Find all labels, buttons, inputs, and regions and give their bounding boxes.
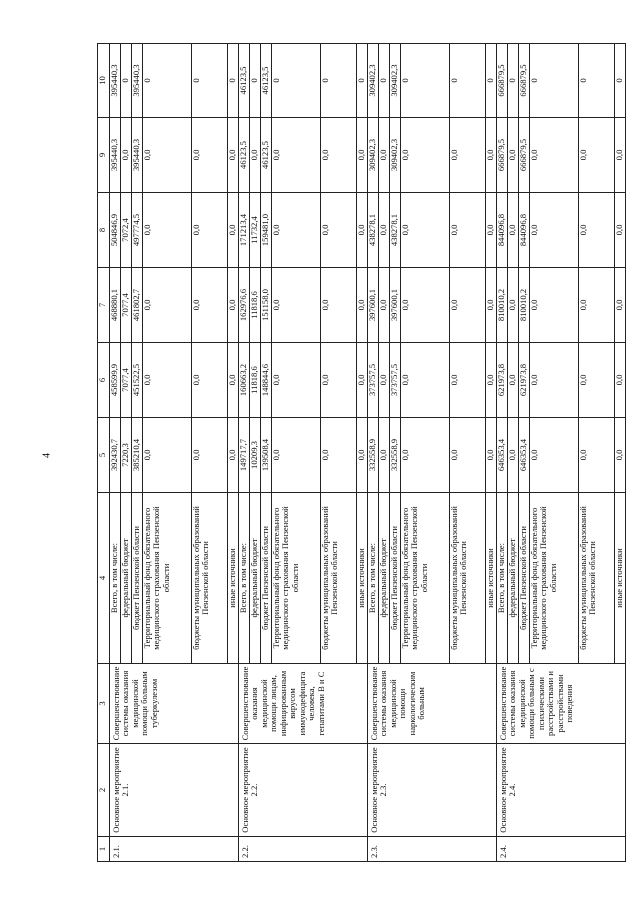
- amount-cell: 0,0: [530, 193, 579, 268]
- measure-title: Совершенствование оказания медицинской помощи лицам, инфицированным вирусом иммунодефицита человека, гепатитами В и С: [239, 664, 368, 744]
- funding-source: бюджет Пензенской области: [132, 493, 143, 664]
- amount-cell: 151158,0: [261, 268, 272, 343]
- amount-cell: 7077,4: [121, 343, 132, 418]
- amount-cell: 0,0: [486, 418, 497, 493]
- amount-cell: 7220,3: [121, 418, 132, 493]
- amount-cell: 810010,2: [497, 268, 508, 343]
- amount-cell: 0,0: [321, 418, 357, 493]
- amount-cell: 148844,6: [261, 343, 272, 418]
- amount-cell: 0: [379, 44, 390, 118]
- amount-cell: 0,0: [508, 193, 519, 268]
- amount-cell: 666879,5: [497, 118, 508, 193]
- amount-cell: 0,0: [508, 418, 519, 493]
- funding-source: бюджеты муниципальных образований Пензенской области: [450, 493, 486, 664]
- funding-source: бюджеты муниципальных образований Пензенской области: [321, 493, 357, 664]
- amount-cell: 149717,7: [239, 418, 250, 493]
- table-body: [110, 44, 626, 862]
- amount-cell: 0,0: [450, 193, 486, 268]
- amount-cell: 458599,9: [110, 343, 121, 418]
- amount-cell: 666879,5: [497, 44, 508, 118]
- amount-cell: 332558,9: [368, 418, 379, 493]
- amount-cell: 46123,5: [261, 118, 272, 193]
- amount-cell: 0: [357, 44, 368, 118]
- amount-cell: 0: [272, 44, 321, 118]
- amount-cell: 0,0: [615, 343, 626, 418]
- column-number: 8: [98, 193, 110, 268]
- amount-cell: 0,0: [272, 418, 321, 493]
- amount-cell: 0,0: [321, 193, 357, 268]
- funding-source: Всего, в том числе:: [497, 493, 508, 664]
- budget-table-rotated: [97, 44, 624, 862]
- amount-cell: 0,0: [357, 268, 368, 343]
- amount-cell: 0,0: [321, 343, 357, 418]
- column-number: 1: [98, 837, 110, 862]
- amount-cell: 0,0: [192, 118, 228, 193]
- amount-cell: 0,0: [450, 268, 486, 343]
- amount-cell: 0,0: [508, 343, 519, 418]
- amount-cell: 844096,8: [497, 193, 508, 268]
- amount-cell: 309402,3: [390, 118, 401, 193]
- amount-cell: 0: [579, 44, 615, 118]
- amount-cell: 395440,3: [110, 118, 121, 193]
- amount-cell: 0: [143, 44, 192, 118]
- amount-cell: 0,0: [357, 118, 368, 193]
- amount-cell: 0,0: [192, 268, 228, 343]
- amount-cell: 0,0: [450, 418, 486, 493]
- amount-cell: 0,0: [379, 418, 390, 493]
- amount-cell: 0,0: [228, 268, 239, 343]
- funding-source: Всего, в том числе:: [239, 493, 250, 664]
- column-number: 6: [98, 343, 110, 418]
- table-row: [497, 44, 508, 862]
- amount-cell: 0,0: [486, 118, 497, 193]
- column-number: 2: [98, 744, 110, 837]
- amount-cell: 0,0: [321, 118, 357, 193]
- amount-cell: 0: [228, 44, 239, 118]
- amount-cell: 385210,4: [132, 418, 143, 493]
- amount-cell: 171213,4: [239, 193, 250, 268]
- amount-cell: 397600,1: [368, 268, 379, 343]
- amount-cell: 159481,0: [261, 193, 272, 268]
- budget-table: [97, 43, 626, 862]
- amount-cell: 621973,8: [497, 343, 508, 418]
- measure-name: Основное мероприятие 2.3.: [368, 744, 497, 837]
- table-row: [239, 44, 250, 862]
- amount-cell: 0,0: [401, 418, 450, 493]
- funding-source: Территориальный фонд обязательного медицинского страхования Пензенской области: [530, 493, 579, 664]
- amount-cell: 0,0: [450, 118, 486, 193]
- amount-cell: 0,0: [192, 418, 228, 493]
- amount-cell: 0: [530, 44, 579, 118]
- measure-name: Основное мероприятие 2.4.: [497, 744, 626, 837]
- amount-cell: 0,0: [192, 343, 228, 418]
- amount-cell: 7072,4: [121, 193, 132, 268]
- amount-cell: 0,0: [486, 193, 497, 268]
- funding-source: федеральный бюджет: [121, 493, 132, 664]
- row-index: 2.3.: [368, 837, 497, 862]
- amount-cell: 309402,3: [368, 44, 379, 118]
- amount-cell: 160663,2: [239, 343, 250, 418]
- amount-cell: 0,0: [508, 268, 519, 343]
- amount-cell: 0,0: [357, 418, 368, 493]
- amount-cell: 0,0: [272, 193, 321, 268]
- column-number: 5: [98, 418, 110, 493]
- amount-cell: 395440,3: [132, 44, 143, 118]
- funding-source: Всего, в том числе:: [110, 493, 121, 664]
- amount-cell: 395440,3: [110, 44, 121, 118]
- funding-source: федеральный бюджет: [508, 493, 519, 664]
- amount-cell: 0,0: [228, 118, 239, 193]
- amount-cell: 810010,2: [519, 268, 530, 343]
- row-index: 2.4.: [497, 837, 626, 862]
- amount-cell: 0,0: [143, 418, 192, 493]
- amount-cell: 0,0: [379, 118, 390, 193]
- measure-title: Совершенствование системы оказания медицинской помощи больным с психическими расстройствами и расстройствами поведения: [497, 664, 626, 744]
- amount-cell: 0,0: [530, 343, 579, 418]
- amount-cell: 0,0: [615, 268, 626, 343]
- amount-cell: 497774,5: [132, 193, 143, 268]
- funding-source: иные источники: [615, 493, 626, 664]
- amount-cell: 397600,1: [390, 268, 401, 343]
- amount-cell: 392430,7: [110, 418, 121, 493]
- column-number: 7: [98, 268, 110, 343]
- amount-cell: 373757,5: [368, 343, 379, 418]
- column-number: 10: [98, 44, 110, 118]
- measure-name: Основное мероприятие 2.1.: [110, 744, 239, 837]
- table-row: [110, 44, 121, 862]
- page-number: 4: [41, 453, 53, 458]
- funding-source: Территориальный фонд обязательного медицинского страхования Пензенской области: [401, 493, 450, 664]
- amount-cell: 0,0: [508, 118, 519, 193]
- amount-cell: 0,0: [579, 193, 615, 268]
- amount-cell: 309402,3: [390, 44, 401, 118]
- amount-cell: 0,0: [192, 193, 228, 268]
- measure-title: Совершенствование системы оказания медицинской помощи наркологическим больным: [368, 664, 497, 744]
- amount-cell: 0,0: [401, 193, 450, 268]
- amount-cell: 0,0: [272, 343, 321, 418]
- column-number-row: [98, 44, 110, 862]
- amount-cell: 46123,5: [261, 44, 272, 118]
- amount-cell: 0: [321, 44, 357, 118]
- amount-cell: 0,0: [250, 118, 261, 193]
- amount-cell: 844096,8: [519, 193, 530, 268]
- amount-cell: 0,0: [401, 118, 450, 193]
- amount-cell: 0: [401, 44, 450, 118]
- funding-source: бюджеты муниципальных образований Пензенской области: [579, 493, 615, 664]
- amount-cell: 0,0: [228, 418, 239, 493]
- amount-cell: 309402,3: [368, 118, 379, 193]
- amount-cell: 0,0: [530, 268, 579, 343]
- amount-cell: 0,0: [357, 193, 368, 268]
- amount-cell: 451522,5: [132, 343, 143, 418]
- amount-cell: 332558,9: [390, 418, 401, 493]
- amount-cell: 373757,5: [390, 343, 401, 418]
- amount-cell: 646353,4: [519, 418, 530, 493]
- amount-cell: 0,0: [579, 268, 615, 343]
- amount-cell: 0,0: [486, 268, 497, 343]
- funding-source: федеральный бюджет: [250, 493, 261, 664]
- amount-cell: 468880,1: [110, 268, 121, 343]
- amount-cell: 0,0: [143, 193, 192, 268]
- amount-cell: 0: [192, 44, 228, 118]
- funding-source: бюджет Пензенской области: [519, 493, 530, 664]
- amount-cell: 0,0: [450, 343, 486, 418]
- amount-cell: 0,0: [357, 343, 368, 418]
- amount-cell: 0,0: [579, 118, 615, 193]
- table-row: [368, 44, 379, 862]
- amount-cell: 0: [508, 44, 519, 118]
- funding-source: федеральный бюджет: [379, 493, 390, 664]
- amount-cell: 0,0: [579, 418, 615, 493]
- amount-cell: 0,0: [228, 343, 239, 418]
- funding-source: Территориальный фонд обязательного медицинского страхования Пензенской области: [143, 493, 192, 664]
- amount-cell: 0,0: [579, 343, 615, 418]
- amount-cell: 0,0: [272, 268, 321, 343]
- funding-source: Территориальный фонд обязательного медицинского страхования Пензенской области: [272, 493, 321, 664]
- measure-name: Основное мероприятие 2.2.: [239, 744, 368, 837]
- amount-cell: 162976,6: [239, 268, 250, 343]
- amount-cell: 11818,6: [250, 343, 261, 418]
- amount-cell: 666879,5: [519, 44, 530, 118]
- amount-cell: 0,0: [272, 118, 321, 193]
- funding-source: бюджет Пензенской области: [261, 493, 272, 664]
- row-index: 2.2.: [239, 837, 368, 862]
- amount-cell: 0,0: [530, 118, 579, 193]
- amount-cell: 621973,8: [519, 343, 530, 418]
- amount-cell: 0: [121, 44, 132, 118]
- amount-cell: 0: [450, 44, 486, 118]
- amount-cell: 0,0: [379, 268, 390, 343]
- amount-cell: 0,0: [486, 343, 497, 418]
- amount-cell: 438278,1: [390, 193, 401, 268]
- amount-cell: 139508,4: [261, 418, 272, 493]
- amount-cell: 46123,5: [239, 118, 250, 193]
- amount-cell: 0,0: [379, 343, 390, 418]
- amount-cell: 395440,3: [132, 118, 143, 193]
- column-number: 9: [98, 118, 110, 193]
- column-number: 4: [98, 493, 110, 664]
- amount-cell: 0: [615, 44, 626, 118]
- amount-cell: 0,0: [143, 118, 192, 193]
- funding-source: иные источники: [357, 493, 368, 664]
- amount-cell: 0,0: [143, 343, 192, 418]
- amount-cell: 0: [486, 44, 497, 118]
- amount-cell: 0: [250, 44, 261, 118]
- funding-source: иные источники: [486, 493, 497, 664]
- amount-cell: 11818,6: [250, 268, 261, 343]
- amount-cell: 0,0: [321, 268, 357, 343]
- amount-cell: 46123,5: [239, 44, 250, 118]
- amount-cell: 0,0: [615, 418, 626, 493]
- amount-cell: 10209,3: [250, 418, 261, 493]
- column-number: 3: [98, 664, 110, 744]
- amount-cell: 0,0: [228, 193, 239, 268]
- amount-cell: 0,0: [615, 193, 626, 268]
- amount-cell: 7077,4: [121, 268, 132, 343]
- amount-cell: 0,0: [121, 118, 132, 193]
- amount-cell: 0,0: [401, 343, 450, 418]
- amount-cell: 438278,1: [368, 193, 379, 268]
- amount-cell: 0,0: [143, 268, 192, 343]
- amount-cell: 11732,4: [250, 193, 261, 268]
- funding-source: бюджеты муниципальных образований Пензенской области: [192, 493, 228, 664]
- amount-cell: 0,0: [401, 268, 450, 343]
- funding-source: бюджет Пензенской области: [390, 493, 401, 664]
- row-index: 2.1.: [110, 837, 239, 862]
- funding-source: иные источники: [228, 493, 239, 664]
- amount-cell: 646353,4: [497, 418, 508, 493]
- amount-cell: 504846,9: [110, 193, 121, 268]
- amount-cell: 461802,7: [132, 268, 143, 343]
- measure-title: Совершенствование системы оказания медицинской помощи больным туберкулезом: [110, 664, 239, 744]
- funding-source: Всего, в том числе:: [368, 493, 379, 664]
- amount-cell: 0,0: [530, 418, 579, 493]
- amount-cell: 0,0: [379, 193, 390, 268]
- amount-cell: 0,0: [615, 118, 626, 193]
- amount-cell: 666879,5: [519, 118, 530, 193]
